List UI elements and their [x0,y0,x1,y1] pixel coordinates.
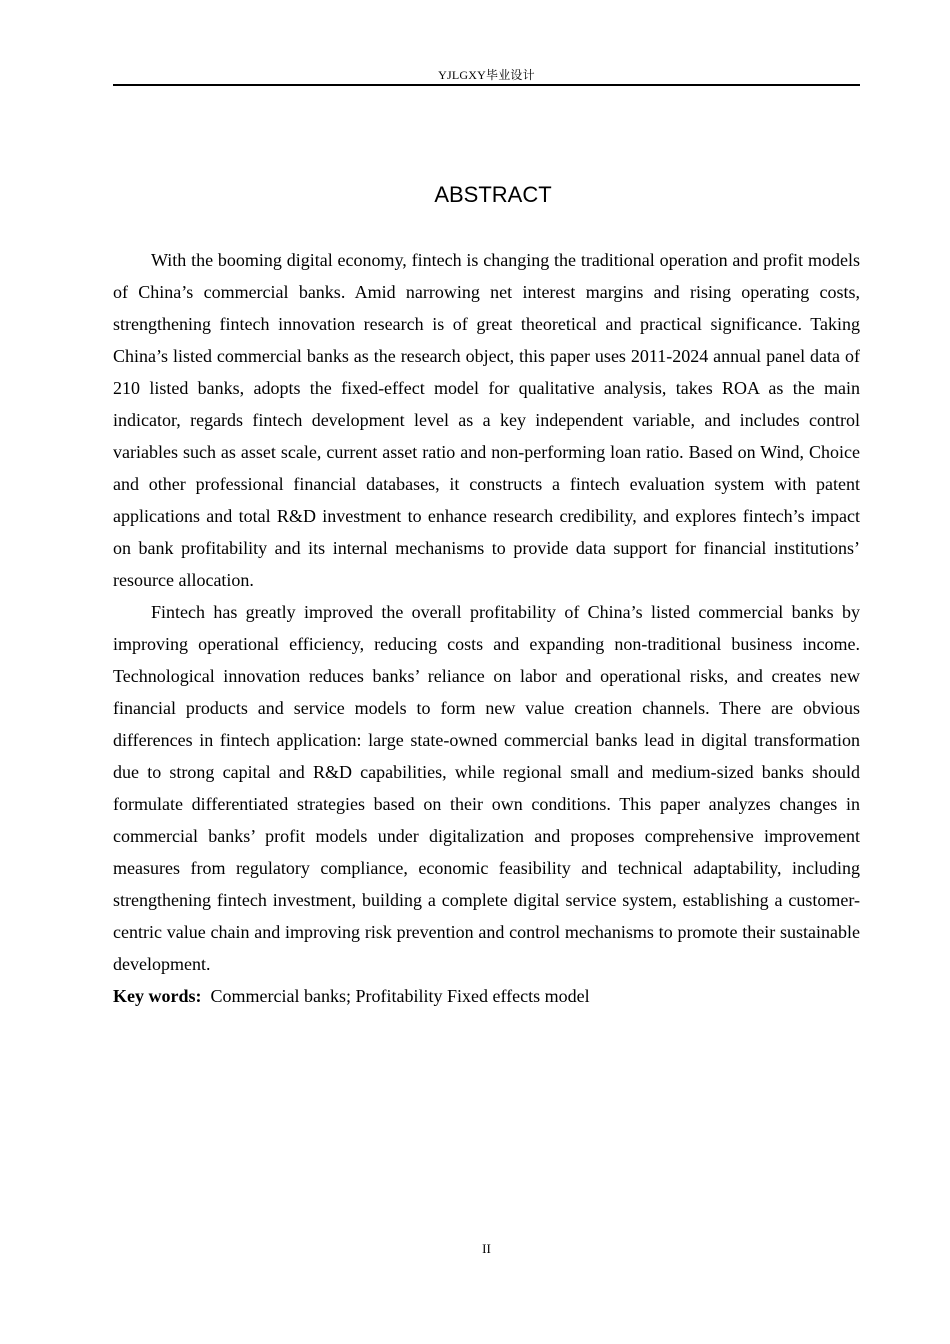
abstract-paragraph-1: With the booming digital economy, fintech is changing the traditional operation and profit models of China’s commercial banks. Amid narrowing net interest margins and rising operating costs, strengthening fintech innovation research is of great theoretical and practical significance. Taking China’s listed commercial banks as the research object, this paper uses 2011-2024 annual panel data of 210 listed banks, adopts the fixed-effect model for qualitative analysis, takes ROA as the main indicator, regards fintech development level as a key independent variable, and includes control variables such as asset scale, current asset ratio and non-performing loan ratio. Based on Wind, Choice and other professional financial databases, it constructs a fintech evaluation system with patent applications and total R&D investment to enhance research credibility, and explores fintech’s impact on bank profitability and its internal mechanisms to provide data support for financial institutions’ resource allocation. [113,250,860,590]
keywords-value: Commercial banks; Profitability Fixed effects model [210,986,590,1006]
keywords-line [113,980,860,1012]
page-header [113,66,860,86]
abstract-title: ABSTRACT [434,182,552,207]
page-number: II [482,1241,491,1256]
abstract-body [113,244,860,1012]
abstract-paragraph-2: Fintech has greatly improved the overall profitability of China’s listed commercial banks by improving operational efficiency, reducing costs and expanding non-traditional business income. Technological innovation reduces banks’ reliance on labor and operational risks, and creates new financial products and service models to form new value creation channels. There are obvious differences in fintech application: large state-owned commercial banks lead in digital transformation due to strong capital and R&D capabilities, while regional small and medium-sized banks should formulate differentiated strategies based on their own conditions. This paper analyzes changes in commercial banks’ profit models under digitalization and proposes comprehensive improvement measures from regulatory compliance, economic feasibility and technical adaptability, including strengthening fintech investment, building a complete digital service system, establishing a customer-centric value chain and improving risk prevention and control mechanisms to promote their sustainable development. [113,602,860,974]
keywords-label: Key words: [113,986,202,1006]
header-text: YJLGXY毕业设计 [438,68,535,82]
